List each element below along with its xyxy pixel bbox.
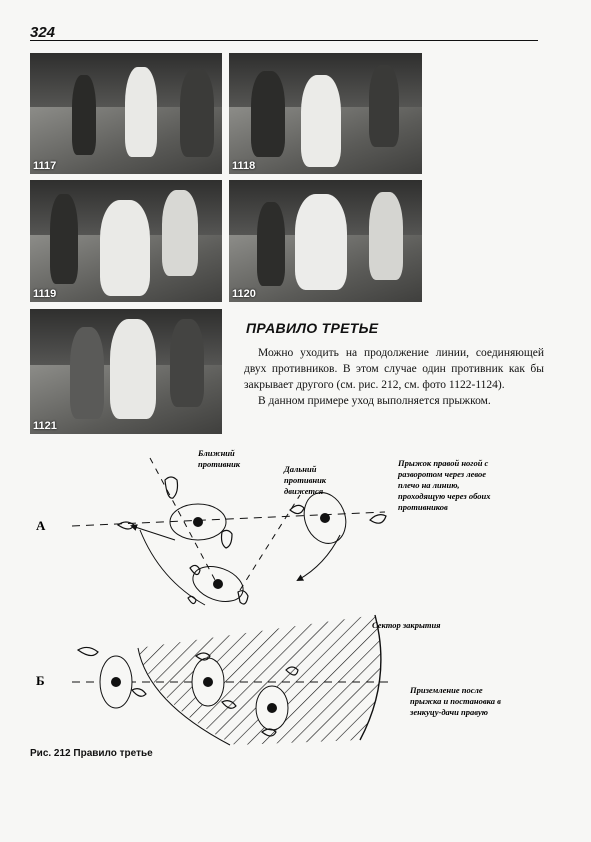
turn-arc (140, 530, 205, 605)
far-opponent-label: противник (284, 475, 327, 485)
section-title: ПРАВИЛО ТРЕТЬЕ (246, 320, 379, 336)
far-opponent-b-center (267, 703, 277, 713)
paragraph: В данном примере уход выполняется прыжком. (258, 395, 491, 407)
jump-note: Прыжок правой ногой с (398, 458, 489, 468)
defender-center (213, 579, 223, 589)
row-label-b: Б (36, 673, 45, 688)
photo-1120 (229, 180, 422, 302)
photo-label: 1119 (33, 288, 57, 300)
photo-1121 (30, 309, 222, 434)
diagram (0, 440, 591, 750)
page-number: 324 (30, 24, 56, 41)
photo-label: 1118 (232, 160, 256, 172)
paragraph: Можно уходить на продолжение линии, соединяющей двух противников. В этом случае один противник как бы закрывает другого (см. рис. 212, см. фото 1122-1124). (244, 347, 544, 391)
landing-note: Приземление после (410, 685, 483, 695)
closed-sector (138, 615, 381, 745)
landing-note: прыжка и постановка в (410, 696, 501, 706)
jump-note: разворотом через левое (398, 469, 487, 479)
svg-text:Ближний противник (197, 448, 241, 469)
near-opponent-label: Ближний (198, 448, 235, 458)
photo-label: 1121 (33, 420, 57, 432)
far-opponent-label: Дальний (284, 464, 317, 474)
near-opponent-center (193, 517, 203, 527)
far-opponent-center (320, 513, 330, 523)
photo-1119 (30, 180, 222, 302)
photo-label: 1117 (33, 160, 57, 172)
row-label-a: А (36, 518, 46, 533)
near-opponent-b-center (203, 677, 213, 687)
far-opponent-label: движется (284, 486, 324, 496)
photo-1118 (229, 53, 422, 174)
header-rule (30, 40, 538, 41)
sector-label: Сектор закрытия (372, 620, 441, 630)
figure-caption: Рис. 212 Правило третье (30, 748, 153, 759)
landing-note: зенкуцу-дачи правую (410, 707, 488, 717)
svg-text:Дальний противник движ (283, 464, 328, 496)
svg-text:Приземление после прыжка и (409, 685, 503, 717)
svg-text:Прыжок правой ногой с разв (397, 458, 493, 512)
move-arrow (298, 535, 340, 580)
jump-note: плечо на линию, (398, 480, 460, 490)
footprints (118, 477, 386, 604)
near-opponent-label: противник (198, 459, 241, 469)
photo-1117 (30, 53, 222, 174)
angle-line (150, 458, 215, 580)
defender-start-center (111, 677, 121, 687)
jump-arrow (132, 526, 175, 540)
photo-label: 1120 (232, 288, 256, 300)
jump-note: проходящую через обоих (398, 491, 491, 501)
jump-note: противников (398, 502, 448, 512)
